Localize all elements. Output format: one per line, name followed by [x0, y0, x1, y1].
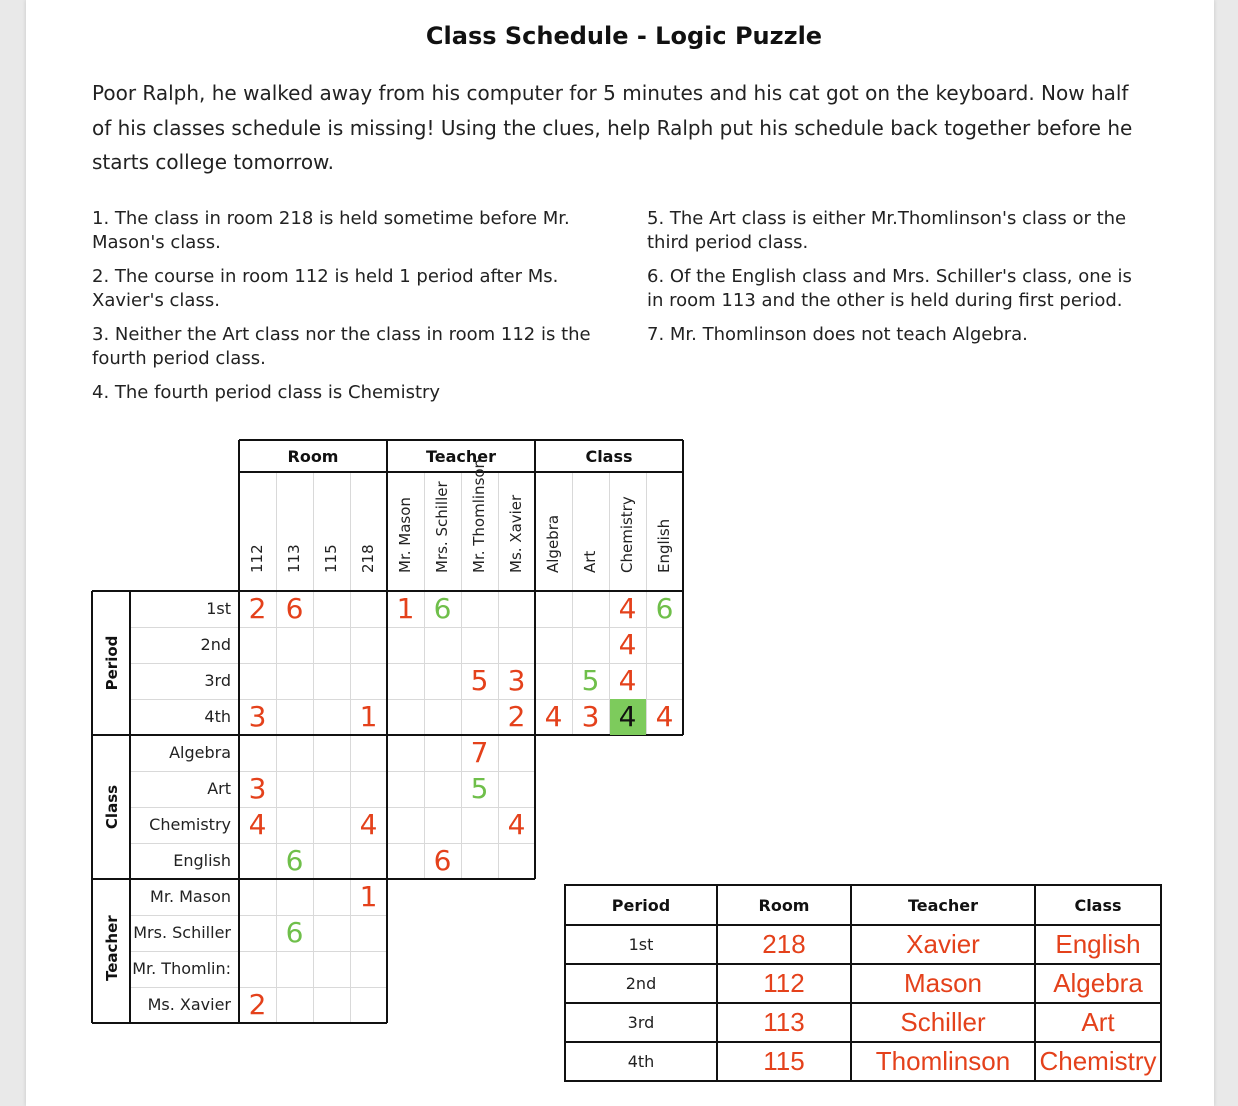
- column-header: English: [655, 518, 673, 573]
- answer-period: 1st: [565, 925, 717, 964]
- clues-right: [647, 207, 1147, 357]
- cell-mark: 4: [655, 700, 674, 733]
- answer-room: 218: [717, 925, 851, 964]
- grid-line: [609, 472, 610, 591]
- column-header: 112: [248, 544, 266, 573]
- grid-line: [424, 472, 425, 591]
- column-header: Mr. Mason: [396, 497, 414, 573]
- answer-room: 113: [717, 1003, 851, 1042]
- cell-mark: 4: [507, 808, 526, 841]
- column-header: Art: [581, 550, 599, 573]
- cell-mark: 6: [433, 844, 452, 877]
- grid-line: [130, 951, 387, 952]
- grid-line: [130, 807, 535, 808]
- grid-line: [646, 472, 647, 591]
- cell-mark: 4: [618, 664, 637, 697]
- header-room: Room: [717, 885, 851, 925]
- row-label: 4th: [204, 707, 231, 726]
- grid-border: [92, 878, 535, 880]
- cell-mark: 6: [655, 592, 674, 625]
- clue: 4. The fourth period class is Chemistry: [92, 382, 441, 403]
- grid-line: [130, 843, 535, 844]
- row-group-label: Period: [103, 635, 121, 691]
- clue: 7. Mr. Thomlinson does not teach Algebra.: [647, 324, 1028, 345]
- cell-mark: 5: [581, 664, 600, 697]
- clue: 1. The class in room 218 is held sometime before Mr. Mason's class.: [92, 208, 570, 253]
- column-header: Mrs. Schiller: [433, 481, 451, 573]
- clue: 6. Of the English class and Mrs. Schiller's class, one is in room 113 and the other is held during first period.: [647, 266, 1132, 311]
- answer-class: Art: [1035, 1003, 1161, 1042]
- row-label: Mr. Mason: [150, 887, 231, 906]
- cell-mark: 1: [359, 880, 378, 913]
- cell-mark: 4: [248, 808, 267, 841]
- row-label: Mr. Thomlin:: [132, 959, 231, 978]
- column-header: Ms. Xavier: [507, 494, 525, 573]
- answer-teacher: Mason: [851, 964, 1035, 1003]
- grid-line: [276, 472, 277, 591]
- cell-mark: 4: [544, 700, 563, 733]
- column-header: 115: [322, 544, 340, 573]
- clues-left: [92, 207, 612, 415]
- row-label: 3rd: [204, 671, 231, 690]
- cell-mark: 6: [285, 916, 304, 949]
- answer-row: [565, 925, 1161, 964]
- column-header: Mr. Thomlinson: [470, 458, 488, 573]
- cell-mark: 5: [470, 664, 489, 697]
- answer-room: 115: [717, 1042, 851, 1081]
- row-group-label: Class: [103, 784, 121, 830]
- answer-teacher: Thomlinson: [851, 1042, 1035, 1081]
- answer-room: 112: [717, 964, 851, 1003]
- cell-mark: 3: [581, 700, 600, 733]
- cell-mark: 4: [618, 592, 637, 625]
- cell-mark: 1: [396, 592, 415, 625]
- column-header: 218: [359, 544, 377, 573]
- cell-mark: 4: [610, 699, 646, 735]
- row-group-label: Teacher: [103, 915, 121, 981]
- grid-line: [130, 915, 387, 916]
- header-period: Period: [565, 885, 717, 925]
- header-class: Class: [1035, 885, 1161, 925]
- cell-mark: 4: [359, 808, 378, 841]
- cell-mark: 2: [248, 988, 267, 1021]
- header-teacher: Teacher: [851, 885, 1035, 925]
- grid-line: [572, 472, 573, 591]
- cell-mark: 3: [248, 700, 267, 733]
- column-header: Algebra: [544, 514, 562, 573]
- row-label: English: [173, 851, 231, 870]
- grid-line: [350, 472, 351, 591]
- page-title: Class Schedule - Logic Puzzle: [425, 22, 823, 50]
- cell-mark: 4: [618, 628, 637, 661]
- cell-mark: 7: [470, 736, 489, 769]
- answer-row: [565, 1042, 1161, 1081]
- row-label: Ms. Xavier: [147, 995, 231, 1014]
- clue: 5. The Art class is either Mr.Thomlinson's class or the third period class.: [647, 208, 1127, 253]
- grid-border: [91, 591, 93, 1023]
- cell-mark: 2: [507, 700, 526, 733]
- cell-mark: 2: [248, 592, 267, 625]
- grid-line: [498, 472, 499, 591]
- column-header: 113: [285, 544, 303, 573]
- answer-row: [565, 964, 1161, 1003]
- answer-period: 4th: [565, 1042, 717, 1081]
- clue: 2. The course in room 112 is held 1 period after Ms. Xavier's class.: [92, 266, 559, 311]
- row-label: Chemistry: [149, 815, 231, 834]
- cell-mark: 6: [433, 592, 452, 625]
- answer-class: Chemistry: [1035, 1042, 1161, 1081]
- row-label: Mrs. Schiller: [133, 923, 231, 942]
- grid-line: [313, 472, 314, 591]
- row-label: Art: [207, 779, 231, 798]
- answer-table: [564, 884, 1162, 1082]
- answer-teacher: Schiller: [851, 1003, 1035, 1042]
- row-label: 2nd: [200, 635, 231, 654]
- answer-teacher: Xavier: [851, 925, 1035, 964]
- cell-mark: 6: [285, 592, 304, 625]
- intro-paragraph: Poor Ralph, he walked away from his computer for 5 minutes and his cat got on the keyboard. Now half of his classes schedule is missing! Using the clues, help Ralph put his schedule back together before he starts college tomorrow.: [92, 81, 1133, 174]
- cell-mark: 3: [507, 664, 526, 697]
- cell-mark: 6: [285, 844, 304, 877]
- answer-header-row: [565, 885, 1161, 925]
- column-header: Chemistry: [618, 496, 636, 573]
- grid-border: [239, 471, 683, 473]
- grid-line: [461, 472, 462, 591]
- answer-period: 3rd: [565, 1003, 717, 1042]
- column-group-label: Teacher: [425, 447, 497, 466]
- answer-class: English: [1035, 925, 1161, 964]
- cell-mark: 3: [248, 772, 267, 805]
- answer-period: 2nd: [565, 964, 717, 1003]
- cell-mark: 5: [470, 772, 489, 805]
- answer-row: [565, 1003, 1161, 1042]
- row-label: 1st: [206, 599, 231, 618]
- answer-class: Algebra: [1035, 964, 1161, 1003]
- cell-mark: 1: [359, 700, 378, 733]
- column-group-label: Room: [287, 447, 339, 466]
- grid-line: [130, 627, 683, 628]
- clue: 3. Neither the Art class nor the class in room 112 is the fourth period class.: [92, 324, 591, 369]
- row-label: Algebra: [169, 743, 231, 762]
- grid-border: [239, 439, 683, 441]
- column-group-label: Class: [585, 447, 633, 466]
